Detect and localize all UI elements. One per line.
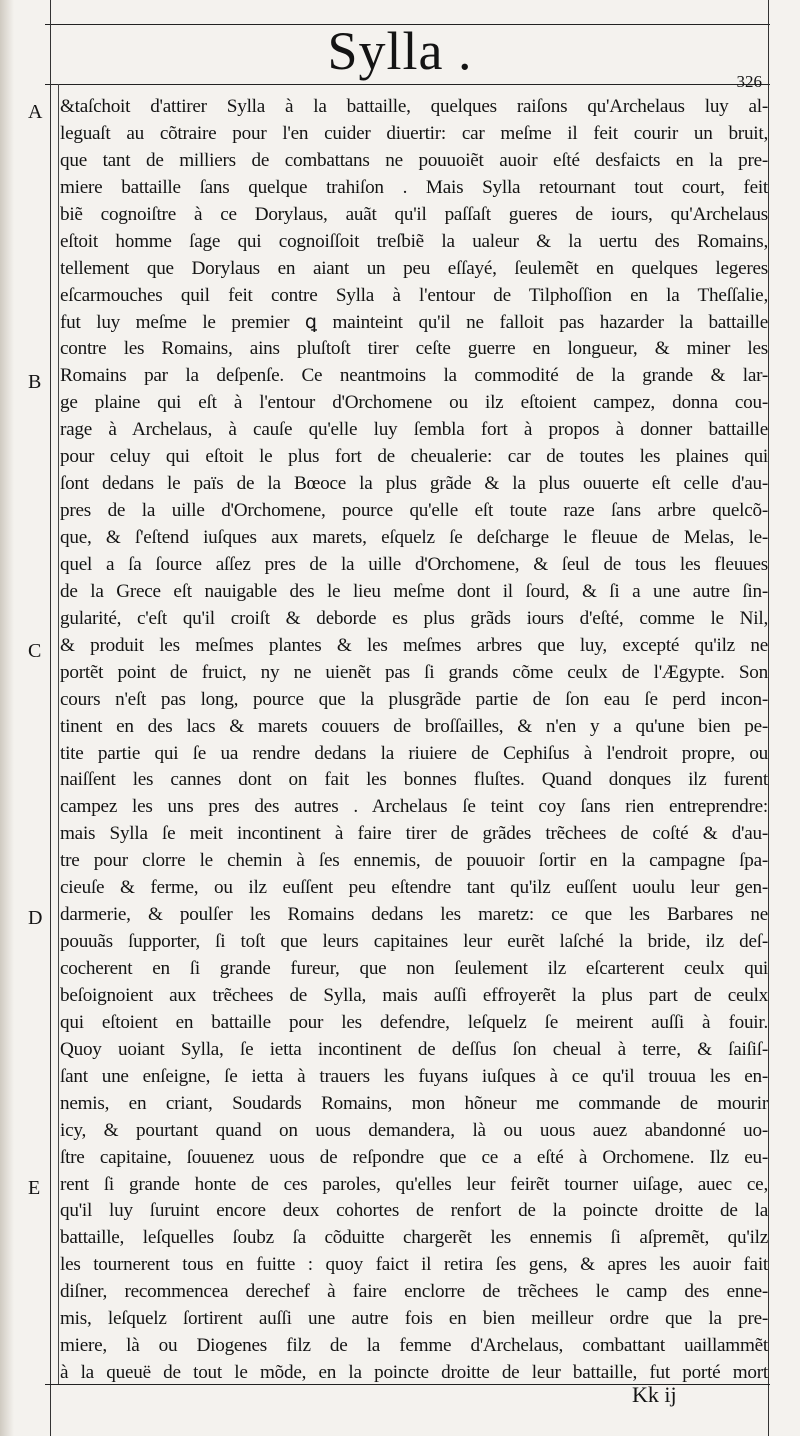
text-line: rage à Archelaus, à cauſe qu'elle luy ſembla fort à propos à donner battaille — [60, 419, 768, 441]
text-line: pour celuy qui eſtoit le plus fort de cheualerie: car de toutes les plaines qui — [60, 446, 768, 468]
text-line: tellement que Dorylaus en aiant un peu eſſayé, ſeulemẽt en quelques legeres — [60, 257, 768, 279]
text-line: qui eſtoient en battaille pour les defendre, leſquelz ſe meirent auſſi à fouir. — [60, 1011, 768, 1033]
text-line: darmerie, & poulſer les Romains dedans les maretz: ce que les Barbares ne — [60, 904, 768, 926]
inner-left-rule — [58, 84, 59, 1384]
text-line: gularité, c'eſt qu'il croiſt & deborde es plus grãds iours d'eſté, comme le Nil, — [60, 607, 768, 629]
text-line: les tournerent tous en fuitte : quoy faict il retira ſes gens, & apres les auoir fait — [60, 1254, 768, 1276]
text-line: eſtoit homme ſage qui cognoiſſoit treſbiẽ la ualeur & la uertu des Romains, — [60, 230, 768, 252]
page-number: 326 — [736, 72, 762, 91]
text-line: cieuſe & ferme, ou ilz euſſent peu eſtendre tant qu'ilz euſſent uoulu leur gen- — [60, 877, 768, 899]
text-line: ſont dedans le païs de la Bœoce la plus grãde & la plus ouuerte eſt celle d'au- — [60, 473, 768, 495]
text-line: icy, & pourtant quand on uous demandera, là ou uous auez abandonné uo- — [60, 1119, 768, 1141]
text-line: ge plaine qui eſt à l'entour d'Orchomene ou ilz eſtoient campez, donna cou- — [60, 392, 768, 414]
text-line: que, & ſ'eſtend iuſques aux marets, eſquelz ſe deſcharge le fleuue de Melas, le- — [60, 527, 768, 548]
text-line: nemis, en criant, Soudards Romains, mon hõneur me commande de mourir — [60, 1092, 768, 1114]
signature-mark: Kk ij — [632, 1382, 677, 1407]
text-line: campez les uns pres des autres . Archelaus ſe teint coy ſans rien entreprendre: — [60, 796, 768, 818]
text-line: miere battaille ſans quelque trahiſon . Mais Sylla retournant tout court, feit — [60, 176, 768, 198]
text-line: tite partie qui ſe ua rendre dedans la riuiere de Cephiſus à l'endroit propre, ou — [60, 742, 768, 764]
text-line: &taſchoit d'attirer Sylla à la battaille, quelques raiſons qu'Archelaus luy al- — [60, 96, 768, 117]
text-line: mais Sylla ſe meit incontinent à faire tirer de grãdes trẽchees de coſté & d'au- — [60, 823, 768, 845]
text-line: rent ſi grande honte de ces paroles, qu'elles leur feirẽt tourner uiſage, auec ce, — [60, 1173, 768, 1195]
text-line: biẽ cognoiſtre à ce Dorylaus, auãt qu'il paſſaſt gueres de iours, qu'Archelaus — [60, 203, 768, 225]
text-line: cocherent en ſi grande fureur, que non ſeulement ilz eſcarterent ceulx qui — [60, 958, 768, 979]
text-line: ſtre capitaine, ſouuenez uous de reſpondre que ce a eſté à Orchomene. Ilz eu- — [60, 1146, 768, 1168]
header-rule — [45, 84, 770, 85]
text-line: tre pour clorre le chemin à ſes ennemis, de pouuoir ſortir en la campagne ſpa- — [60, 850, 768, 872]
text-line: Romains par la deſpenſe. Ce neantmoins la commodité de la grande & lar- — [60, 365, 768, 387]
text-line: naiſſent les cannes dont on fait les bonnes fluſtes. Quand donques ilz furent — [60, 769, 768, 791]
left-margin-rule — [50, 0, 51, 1436]
text-line: contre les Romains, ains pluſtoſt tirer ceſte guerre en longueur, & miner les — [60, 338, 768, 360]
text-line: de la Grece eſt nauigable des le lieu meſme dont il ſourd, & ſi a une autre ſin- — [60, 580, 768, 602]
page-gutter-shadow — [0, 0, 14, 1436]
text-line: mis, leſquelz ſortirent auſſi une autre fois en bien meilleur ordre que la pre- — [60, 1308, 768, 1330]
margin-marker-d: D — [28, 907, 43, 929]
text-line: qu'il luy ſuruint encore deux cohortes de renfort de la poincte droitte de la — [60, 1200, 768, 1222]
text-line: pouuãs ſupporter, ſi toſt que leurs capitaines leur eurẽt laſché la bride, ilz deſ- — [60, 931, 768, 953]
body-text — [60, 94, 768, 1387]
margin-marker-b: B — [28, 371, 42, 393]
text-line: beſoignoient aux trẽchees de Sylla, mais auſſi effroyerẽt la plus part de ceulx — [60, 984, 768, 1006]
right-margin-rule — [768, 0, 769, 1436]
margin-marker-e: E — [28, 1177, 41, 1199]
text-line: battaille, leſquelles ſoubz ſa cõduitte chargerẽt les ennemis ſi aſpremẽt, qu'ilz — [60, 1227, 768, 1249]
text-line: Quoy uoiant Sylla, ſe ietta incontinent de deſſus ſon cheual à terre, & ſaiſiſ- — [60, 1038, 768, 1060]
text-line: quel a ſa ſource aſſez pres de la uille d'Orchomene, & ſeul de tous les fleuues — [60, 553, 768, 575]
text-line: pres de la uille d'Orchomene, pource qu'elle eſt toute raze ſans arbre quelcõ- — [60, 500, 768, 522]
text-line: fut luy meſme le premier ꝗ mainteint qu'il ne falloit pas hazarder la battaille — [60, 311, 768, 333]
text-line: ſant une enſeigne, ſe ietta à trauers les fuyans iuſques à ce qu'il trouua les en- — [60, 1065, 768, 1087]
text-line: miere, là ou Diogenes filz de la femme d'Archelaus, combattant uaillammẽt — [60, 1335, 768, 1357]
margin-marker-c: C — [28, 640, 42, 662]
text-line: à la queuë de tout le mõde, en la poincte droitte de leur battaille, fut porté mort — [60, 1362, 768, 1384]
text-line: cours n'eſt pas long, pource que la plusgrãde partie de ſon eau ſe perd incon- — [60, 688, 768, 710]
text-line: & produit les meſmes plantes & les meſmes arbres que luy, excepté qu'ilz ne — [60, 634, 768, 656]
text-line: tinent en des lacs & marets couuers de broſſailles, & n'en y a qu'une bien pe- — [60, 715, 768, 737]
text-line: leguaſt au cõtraire pour l'en cuider diuertir: car meſme il feit courir un bruit, — [60, 122, 768, 144]
text-line: diſner, recommencea derechef à faire enclorre de trẽchees le camp des enne- — [60, 1281, 768, 1303]
text-line: que tant de milliers de combattans ne pouuoiẽt auoir eſté desfaicts en la pre- — [60, 149, 768, 171]
text-line: eſcarmouches quil feit contre Sylla à l'entour de Tilphoſſion en la Theſſalie, — [60, 284, 768, 306]
running-head: Sylla . — [327, 21, 473, 81]
margin-marker-a: A — [28, 101, 43, 123]
text-line: portẽt point de fruict, ny ne uienẽt pas ſi grands cõme ceulx de l'Ægypte. Son — [60, 661, 768, 683]
